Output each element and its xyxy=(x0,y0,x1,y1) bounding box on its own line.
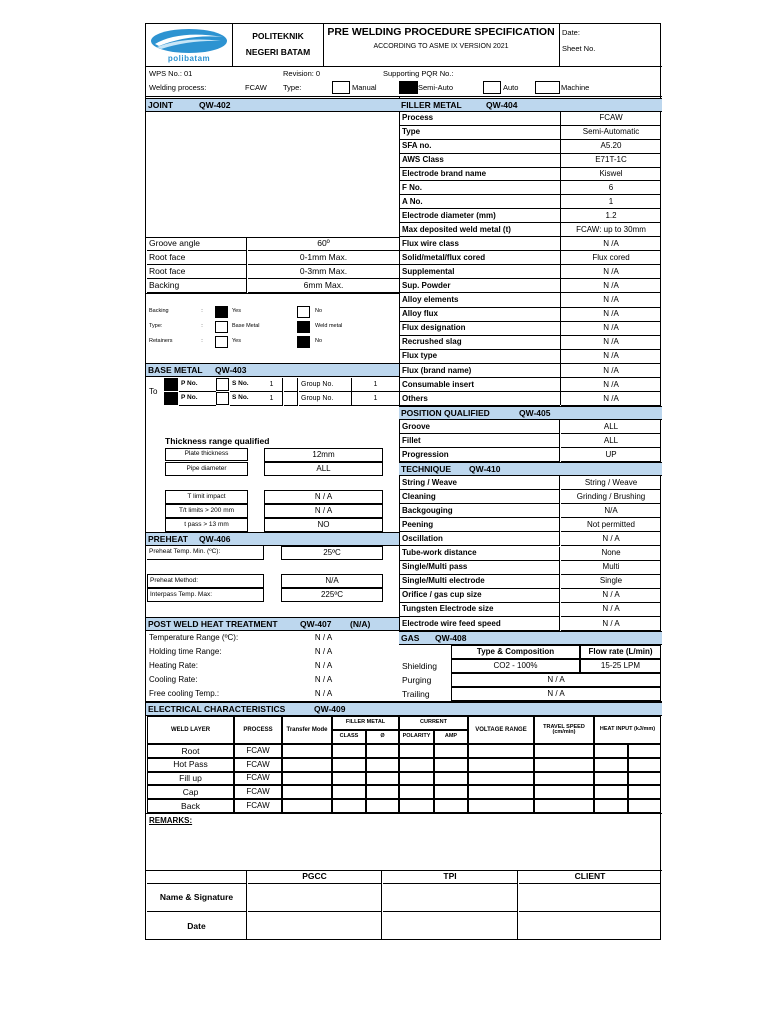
shielding-label: Shielding xyxy=(402,660,437,671)
technique-row-label: Tube-work distance xyxy=(400,547,560,561)
filler-row-value: N /A xyxy=(561,237,661,251)
empty-cell[interactable] xyxy=(468,758,534,772)
joint-retainers-option2-checkbox[interactable] xyxy=(297,336,310,348)
trailing-label: Trailing xyxy=(402,688,430,699)
empty-cell[interactable] xyxy=(399,744,434,758)
pipe-diameter-value: ALL xyxy=(264,462,383,476)
technique-row-value: N / A xyxy=(561,617,661,631)
travel-speed-header: TRAVEL SPEED (cm/min) xyxy=(534,716,594,744)
filler-metal-header: FILLER METAL xyxy=(332,716,399,730)
preheat-method-label: Preheat Method: xyxy=(147,574,264,588)
empty-cell[interactable] xyxy=(332,758,366,772)
technique-row-value: N/A xyxy=(561,504,661,518)
position-row-value: UP xyxy=(561,448,661,462)
empty-cell[interactable] xyxy=(434,772,468,786)
weld-layer-cell: Root xyxy=(147,744,234,758)
empty-cell[interactable] xyxy=(332,799,366,813)
technique-row-label: Orifice / gas cup size xyxy=(400,589,560,603)
empty-cell[interactable] xyxy=(534,758,594,772)
pqr-number: Supporting PQR No.: xyxy=(383,68,454,78)
class-header: CLASS xyxy=(332,730,366,744)
shielding-type: CO2 - 100% xyxy=(451,659,580,673)
empty-cell[interactable] xyxy=(399,785,434,799)
colon: : xyxy=(201,308,203,315)
spacer xyxy=(284,378,298,392)
filler-row-label: AWS Class xyxy=(400,154,560,168)
technique-row-label: String / Weave xyxy=(400,476,560,490)
s-no-checkbox[interactable] xyxy=(216,392,229,405)
empty-cell[interactable] xyxy=(628,785,661,799)
pgcc-signature-field[interactable] xyxy=(248,884,382,912)
technique-row-value: Multi xyxy=(561,561,661,575)
empty-cell[interactable] xyxy=(594,785,628,799)
empty-cell[interactable] xyxy=(468,744,534,758)
filler-row-label: Recrushed slag xyxy=(400,336,560,350)
filler-row-label: Sup. Powder xyxy=(400,279,560,293)
pwht-row-label: Holding time Range: xyxy=(149,647,222,656)
pwht-row-value: N / A xyxy=(314,689,333,698)
process-cell: FCAW xyxy=(234,744,282,758)
joint-type-option1-label: Base Metal xyxy=(232,323,260,330)
tt-limits-value: N / A xyxy=(264,504,383,518)
filler-row-value: Semi-Automatic xyxy=(561,126,661,140)
base-metal-title: BASE METAL xyxy=(146,363,399,377)
joint-backing-option2-label: No xyxy=(315,308,323,315)
empty-cell[interactable] xyxy=(332,744,366,758)
joint-row-value: 60º xyxy=(248,237,399,251)
manual-label: Manual xyxy=(352,83,377,93)
joint-backing-label: Backing xyxy=(149,308,169,315)
client-date-field[interactable] xyxy=(519,912,661,940)
joint-row-label: Root face xyxy=(147,265,247,279)
technique-row-label: Backgouging xyxy=(400,504,560,518)
welding-process-label: Welding process: xyxy=(149,83,207,93)
empty-cell[interactable] xyxy=(332,772,366,786)
filler-row-value: N /A xyxy=(561,294,661,308)
s-no-checkbox[interactable] xyxy=(216,378,229,391)
empty-cell[interactable] xyxy=(399,799,434,813)
filler-row-value: N /A xyxy=(561,364,661,378)
to-label: To xyxy=(149,386,158,396)
empty-cell[interactable] xyxy=(534,744,594,758)
technique-row-label: Electrode wire feed speed xyxy=(400,617,560,631)
filler-row-value: FCAW: up to 30mm xyxy=(561,223,661,237)
empty-cell[interactable] xyxy=(434,785,468,799)
machine-label: Machine xyxy=(561,83,590,93)
process-header: PROCESS xyxy=(234,716,282,744)
empty-cell[interactable] xyxy=(594,758,628,772)
joint-retainers-option2-label: No xyxy=(315,338,323,345)
gas-code: QW-408 xyxy=(435,632,467,643)
remarks-field[interactable] xyxy=(147,827,661,869)
t-limit-value: N / A xyxy=(264,490,383,504)
empty-cell[interactable] xyxy=(628,772,661,786)
empty-cell[interactable] xyxy=(366,772,399,786)
filler-row-value: N /A xyxy=(561,322,661,336)
logo-emblem-icon xyxy=(149,28,229,54)
s-no-value: 1 xyxy=(261,392,283,406)
joint-retainers-label: Retainers xyxy=(149,338,173,345)
colon: : xyxy=(201,323,203,330)
filler-row-value: 6 xyxy=(561,182,661,196)
filler-row-label: Supplemental xyxy=(400,265,560,279)
position-row-label: Progression xyxy=(400,448,560,462)
technique-row-label: Peening xyxy=(400,518,560,532)
filler-row-value: Kiswel xyxy=(561,168,661,182)
filler-row-label: F No. xyxy=(400,182,560,196)
joint-retainers-option1-label: Yes xyxy=(232,338,241,345)
joint-backing-option2-checkbox[interactable] xyxy=(297,306,310,318)
client-signature-field[interactable] xyxy=(519,884,661,912)
group-no-value: 1 xyxy=(351,378,399,392)
tpi-header: TPI xyxy=(383,870,518,884)
joint-row-value: 6mm Max. xyxy=(248,279,399,293)
joint-type-option2-checkbox[interactable] xyxy=(297,321,310,333)
s-no-label: S No. xyxy=(230,392,261,406)
filler-row-value: N /A xyxy=(561,308,661,322)
process-cell: FCAW xyxy=(234,799,282,813)
institution-line-1: POLITEKNIK xyxy=(252,30,304,41)
pwht-status: (N/A) xyxy=(350,618,371,629)
filler-metal-title: FILLER METAL xyxy=(399,98,662,112)
filler-row-value: N /A xyxy=(561,279,661,293)
joint-backing-option1-label: Yes xyxy=(232,308,241,315)
empty-cell[interactable] xyxy=(366,799,399,813)
info-bottom xyxy=(146,96,662,97)
revision: Revision: 0 xyxy=(283,68,321,78)
empty-cell[interactable] xyxy=(282,799,332,813)
filler-row-label: Flux type xyxy=(400,350,560,364)
technique-code: QW-410 xyxy=(469,463,501,474)
diameter-header: Ø xyxy=(366,730,399,744)
empty-cell[interactable] xyxy=(534,799,594,813)
empty-cell[interactable] xyxy=(282,758,332,772)
colon: : xyxy=(201,338,203,345)
amp-header: AMP xyxy=(434,730,468,744)
client-header: CLIENT xyxy=(519,870,661,884)
interpass-value: 225ºC xyxy=(281,588,383,602)
trailing-value: N / A xyxy=(451,687,661,701)
weld-layer-cell: Hot Pass xyxy=(147,758,234,772)
filler-row-label: Alloy elements xyxy=(400,294,560,308)
empty-cell[interactable] xyxy=(468,799,534,813)
empty-cell[interactable] xyxy=(434,744,468,758)
technique-row-label: Cleaning xyxy=(400,490,560,504)
p-no-label: P No. xyxy=(179,392,216,406)
technique-row-label: Oscillation xyxy=(400,532,560,546)
pwht-row-value: N / A xyxy=(314,633,333,642)
group-no-label: Group No. xyxy=(299,378,351,392)
pwht-row-label: Heating Rate: xyxy=(149,661,198,670)
pgcc-date-field[interactable] xyxy=(248,912,382,940)
position-title: POSITION QUALIFIED xyxy=(399,406,662,420)
wps-number: WPS No.: 01 xyxy=(149,68,193,78)
current-header: CURRENT xyxy=(399,716,468,730)
filler-row-label: Flux designation xyxy=(400,322,560,336)
preheat-min-value: 25ºC xyxy=(281,546,383,560)
empty-cell[interactable] xyxy=(434,799,468,813)
t-pass-label: t pass > 13 mm xyxy=(165,518,248,532)
technique-row-label: Single/Multi electrode xyxy=(400,575,560,589)
position-row-label: Groove xyxy=(400,420,560,434)
technique-row-value: Grinding / Brushing xyxy=(561,490,661,504)
shielding-flow: 15-25 LPM xyxy=(580,659,661,673)
filler-row-value: N /A xyxy=(561,392,661,406)
technique-row-value: String / Weave xyxy=(561,476,661,490)
filler-row-label: Alloy flux xyxy=(400,308,560,322)
empty-cell[interactable] xyxy=(282,772,332,786)
weld-layer-cell: Cap xyxy=(147,785,234,799)
plate-thickness-label: Plate thickness xyxy=(165,448,248,461)
empty-cell[interactable] xyxy=(468,772,534,786)
transfer-mode-header: Transfer Mode xyxy=(282,716,332,744)
spacer xyxy=(284,392,298,406)
joint-row-label: Root face xyxy=(147,251,247,265)
page-subtitle: ACCORDING TO ASME IX VERSION 2021 xyxy=(373,42,509,50)
empty-cell[interactable] xyxy=(468,785,534,799)
preheat-method-value: N/A xyxy=(281,574,383,588)
polarity-header: POLARITY xyxy=(399,730,434,744)
filler-row-label: Consumable insert xyxy=(400,378,560,392)
filler-row-value: 1.2 xyxy=(561,209,661,223)
p-no-marker[interactable] xyxy=(164,392,178,405)
pwht-row-value: N / A xyxy=(314,661,333,670)
pwht-row-label: Cooling Rate: xyxy=(149,675,198,684)
empty-cell[interactable] xyxy=(332,785,366,799)
logo-text: polibatam xyxy=(167,54,211,63)
filler-row-value: N /A xyxy=(561,378,661,392)
empty-cell[interactable] xyxy=(594,744,628,758)
interpass-label: Interpass Temp. Max: xyxy=(147,588,264,602)
filler-row-label: SFA no. xyxy=(400,140,560,154)
gas-flow-header: Flow rate (L/min) xyxy=(580,645,661,659)
tt-limits-label: T/t limits > 200 mm xyxy=(165,504,248,518)
empty-cell[interactable] xyxy=(399,772,434,786)
technique-row-value: N / A xyxy=(561,603,661,617)
empty-cell[interactable] xyxy=(282,744,332,758)
tpi-signature-field[interactable] xyxy=(383,884,518,912)
semi-auto-label: Semi-Auto xyxy=(418,83,454,93)
logo xyxy=(149,27,229,64)
filler-row-label: Flux (brand name) xyxy=(400,364,560,378)
t-limit-label: T limit impact xyxy=(165,490,248,504)
filler-row-value: A5.20 xyxy=(561,140,661,154)
base-metal-code: QW-403 xyxy=(215,364,247,375)
weld-layer-cell: Back xyxy=(147,799,234,813)
technique-title: TECHNIQUE xyxy=(399,462,662,476)
heat-input-header: HEAT INPUT (kJ/mm) xyxy=(594,716,661,744)
date-label: Date: xyxy=(562,28,580,38)
signoff-corner xyxy=(147,870,247,884)
voltage-header: VOLTAGE RANGE xyxy=(468,716,534,744)
empty-cell[interactable] xyxy=(534,785,594,799)
page-title: PRE WELDING PROCEDURE SPECIFICATION xyxy=(327,25,555,38)
filler-row-value: FCAW xyxy=(561,112,661,126)
pwht-code: QW-407 xyxy=(300,618,332,629)
manual-checkbox[interactable] xyxy=(332,81,350,94)
pwht-row-label: Temperature Range (ºC): xyxy=(149,633,239,642)
technique-row-value: Single xyxy=(561,575,661,589)
filler-row-label: Max deposited weld metal (t) xyxy=(400,223,560,237)
technique-row-value: None xyxy=(561,547,661,561)
filler-row-value: N /A xyxy=(561,350,661,364)
filler-row-label: Solid/metal/flux cored xyxy=(400,251,560,265)
position-code: QW-405 xyxy=(519,407,551,418)
position-row-value: ALL xyxy=(561,420,661,434)
filler-row-value: N /A xyxy=(561,265,661,279)
plate-thickness-value: 12mm xyxy=(264,448,383,462)
sheet-label: Sheet No. xyxy=(562,43,596,53)
p-no-label: P No. xyxy=(179,378,216,392)
tpi-date-field[interactable] xyxy=(383,912,518,940)
purging-value: N / A xyxy=(451,673,661,687)
technique-row-value: N / A xyxy=(561,589,661,603)
joint-type-label: Type: xyxy=(149,323,163,330)
electrical-title: ELECTRICAL CHARACTERISTICS xyxy=(146,702,662,716)
pwht-row-value: N / A xyxy=(314,647,333,656)
thickness-title: Thickness range qualified xyxy=(165,435,270,446)
joint-backing-option1-checkbox[interactable] xyxy=(215,306,228,318)
joint-title: JOINT xyxy=(146,98,399,112)
semi-auto-checkbox[interactable] xyxy=(399,81,418,94)
purging-label: Purging xyxy=(402,674,432,685)
empty-cell[interactable] xyxy=(434,758,468,772)
joint-code: QW-402 xyxy=(199,99,231,110)
empty-cell[interactable] xyxy=(594,772,628,786)
pwht-row-label: Free cooling Temp.: xyxy=(149,689,220,698)
process-cell: FCAW xyxy=(234,772,282,786)
t-pass-value: NO xyxy=(264,518,383,532)
joint-row-label: Groove angle xyxy=(147,237,247,251)
remarks-label: REMARKS: xyxy=(149,815,193,825)
filler-row-label: Electrode brand name xyxy=(400,168,560,182)
joint-row-value: 0-1mm Max. xyxy=(248,251,399,265)
pwht-title: POST WELD HEAT TREATMENT xyxy=(146,617,399,631)
filler-row-value: Flux cored xyxy=(561,251,661,265)
wps-form xyxy=(145,23,661,940)
technique-row-label: Tungsten Electrode size xyxy=(400,603,560,617)
empty-cell[interactable] xyxy=(366,785,399,799)
empty-cell[interactable] xyxy=(366,744,399,758)
joint-row-value: 0-3mm Max. xyxy=(248,265,399,279)
filler-row-label: Process xyxy=(400,112,560,126)
auto-label: Auto xyxy=(503,83,519,93)
pipe-diameter-label: Pipe diameter xyxy=(165,462,248,476)
auto-checkbox[interactable] xyxy=(483,81,501,94)
process-cell: FCAW xyxy=(234,758,282,772)
joint-type-option1-checkbox[interactable] xyxy=(215,321,228,333)
institution-line-2: NEGERI BATAM xyxy=(245,46,311,57)
filler-row-value: 1 xyxy=(561,195,661,209)
empty-cell[interactable] xyxy=(366,758,399,772)
filler-row-label: A No. xyxy=(400,195,560,209)
weld-layer-header: WELD LAYER xyxy=(147,716,234,744)
technique-row-value: Not permitted xyxy=(561,518,661,532)
gas-title: GAS xyxy=(399,631,662,645)
empty-cell[interactable] xyxy=(628,744,661,758)
joint-retainers-option1-checkbox[interactable] xyxy=(215,336,228,348)
empty-cell[interactable] xyxy=(594,799,628,813)
name-signature-label: Name & Signature xyxy=(147,884,247,912)
group-no-label: Group No. xyxy=(299,392,351,406)
joint-rule xyxy=(146,293,399,294)
filler-metal-code: QW-404 xyxy=(486,99,518,110)
joint-type-option2-label: Weld metal xyxy=(315,323,343,330)
preheat-code: QW-406 xyxy=(199,533,231,544)
technique-row-value: N / A xyxy=(561,532,661,546)
pgcc-header: PGCC xyxy=(248,870,382,884)
process-cell: FCAW xyxy=(234,785,282,799)
group-no-value: 1 xyxy=(351,392,399,406)
technique-row-label: Single/Multi pass xyxy=(400,561,560,575)
machine-checkbox[interactable] xyxy=(535,81,560,94)
position-row-label: Fillet xyxy=(400,434,560,448)
empty-cell[interactable] xyxy=(628,758,661,772)
preheat-title: PREHEAT xyxy=(146,532,399,546)
empty-cell[interactable] xyxy=(399,758,434,772)
weld-layer-cell: Fill up xyxy=(147,772,234,786)
p-no-marker[interactable] xyxy=(164,378,178,391)
preheat-min-label: Preheat Temp. Min. (ºC): xyxy=(147,546,264,560)
empty-cell[interactable] xyxy=(628,799,661,813)
filler-row-label: Type xyxy=(400,126,560,140)
pwht-row-value: N / A xyxy=(314,675,333,684)
filler-row-label: Others xyxy=(400,392,560,406)
welding-process-value: FCAW xyxy=(245,83,267,93)
gas-type-header: Type & Composition xyxy=(451,645,580,659)
type-label: Type: xyxy=(283,83,302,93)
empty-cell[interactable] xyxy=(534,772,594,786)
filler-row-value: E71T-1C xyxy=(561,154,661,168)
date-row-label: Date xyxy=(147,912,247,940)
position-row-value: ALL xyxy=(561,434,661,448)
s-no-label: S No. xyxy=(230,378,261,392)
s-no-value: 1 xyxy=(261,378,283,392)
joint-row-label: Backing xyxy=(147,279,247,293)
filler-row-label: Flux wire class xyxy=(400,237,560,251)
filler-row-label: Electrode diameter (mm) xyxy=(400,209,560,223)
filler-row-value: N /A xyxy=(561,336,661,350)
electrical-code: QW-409 xyxy=(314,703,346,714)
empty-cell[interactable] xyxy=(282,785,332,799)
